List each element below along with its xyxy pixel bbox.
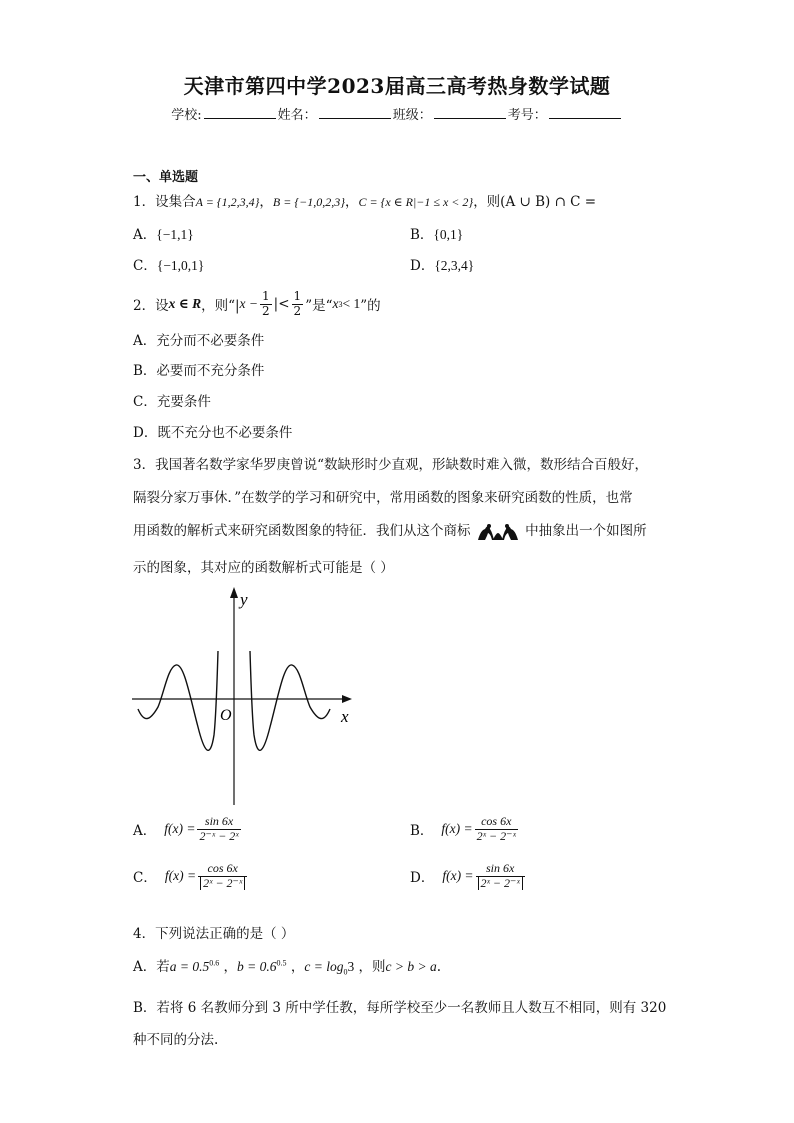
class-blank[interactable] <box>434 106 506 119</box>
student-info-row <box>0 104 794 123</box>
question-4-stem: 4．下列说法正确的是（ ） <box>133 926 295 942</box>
option-fraction <box>197 815 240 844</box>
name-label: 姓名： <box>277 108 317 123</box>
q2-then: ，则“| <box>201 298 240 315</box>
q3-line-2: 隔裂分家万事休．”在数学的学习和研究中，常用函数的图象来研究函数的性质，也常 <box>133 490 633 506</box>
q4-option-b-line-1[interactable]: B．若将 6 名教师分到 3 所中学任教，每所学校至少一名教师且人数互不相同，则有 320 <box>133 1000 667 1016</box>
q1-set-a: A = {1,2,3,4} <box>195 195 260 209</box>
option-fraction <box>198 862 247 891</box>
option-letter: A． <box>133 333 157 349</box>
q3-line-3b: 中抽象出一个如图所 <box>525 523 647 539</box>
option-lhs: f(x) = <box>164 868 197 884</box>
option-letter: B． <box>133 363 157 379</box>
q1-comma: ， <box>259 194 273 210</box>
option-letter: C． <box>133 258 157 274</box>
option-text: {0,1} <box>433 227 464 242</box>
option-letter: A． <box>133 227 157 243</box>
exam-no-label: 考号： <box>507 108 547 123</box>
q3-line-1: 3．我国著名数学家华罗庚曾说“数缺形时少直观，形缺数时难入微，数形结合百般好， <box>133 457 648 473</box>
option-text: 必要而不充分条件 <box>156 363 265 379</box>
q2-option-c[interactable] <box>133 390 211 410</box>
class-label: 班级： <box>392 108 432 123</box>
origin-label: O <box>220 707 232 724</box>
option-text: {−1,1} <box>156 227 194 242</box>
option-fraction <box>475 815 518 844</box>
q1-comma: ， <box>345 194 359 210</box>
q1-prefix: 1．设集合 <box>133 194 196 210</box>
section-heading: 一、单选题 <box>133 170 199 185</box>
fraction-denominator: 2 <box>293 303 302 318</box>
q4-option-b-line-2: 种不同的分法. <box>133 1032 219 1048</box>
q4-b-expr: b = 0.6 <box>237 959 277 974</box>
q3-option-c[interactable] <box>133 862 249 891</box>
q4-b-exp: 0.5 <box>276 958 287 968</box>
school-blank[interactable] <box>204 106 276 119</box>
curve-left-branch <box>138 651 218 750</box>
q2-half-fraction <box>260 290 272 319</box>
option-letter: D． <box>410 870 435 887</box>
q2-less-than: |< <box>273 296 290 313</box>
page-title: 天津市第四中学2023届高三高考热身数学试题 <box>183 74 611 98</box>
x-axis-arrow-icon <box>342 695 352 703</box>
q1-option-d[interactable] <box>410 254 474 274</box>
q2-expr: x − <box>239 296 259 312</box>
option-text: 既不充分也不必要条件 <box>157 425 293 441</box>
y-axis-arrow-icon <box>230 587 238 598</box>
fraction-numerator: cos 6x <box>207 861 238 875</box>
q3-line-4: 示的图象，其对应的函数解析式可能是（ ） <box>133 560 394 576</box>
q4-order: c > b > a <box>385 959 437 974</box>
option-letter: B． <box>410 823 434 840</box>
q2-option-b[interactable] <box>133 359 264 379</box>
option-letter: A． <box>133 823 157 840</box>
q1-option-b[interactable] <box>410 223 463 243</box>
fraction-denominator <box>476 876 525 891</box>
option-text: {−1,0,1} <box>156 258 205 273</box>
kappa-logo-icon <box>477 523 519 541</box>
q1-option-a[interactable] <box>133 223 194 243</box>
q3-line-3a: 用函数的解析式来研究函数图象的特征．我们从这个商标 <box>133 523 471 539</box>
absolute-value: 2ˣ − 2⁻ˣ <box>200 876 245 890</box>
q1-set-b: B = {−1,0,2,3} <box>272 195 346 209</box>
q2-prefix: 2．设 <box>133 298 169 315</box>
q1-tail: ，则(A ∪ B) ∩ C = <box>473 194 597 210</box>
q2-condition-var: x ∈ R <box>168 296 202 312</box>
q4-a-exp: 0.6 <box>209 958 220 968</box>
q4-c-base: 0 <box>343 967 348 977</box>
fraction-denominator: 2 <box>262 303 270 318</box>
school-label: 学校: <box>171 108 202 123</box>
q1-option-c[interactable] <box>133 254 204 274</box>
option-text: 充要条件 <box>156 394 211 410</box>
question-2-stem <box>133 290 381 319</box>
option-letter: C． <box>133 870 157 887</box>
q2-option-d[interactable] <box>133 421 292 441</box>
q1-set-c: C = {x ∈ R|−1 ≤ x < 2} <box>358 195 474 209</box>
q3-option-d[interactable] <box>410 862 527 891</box>
q4-c-expr: c = log <box>304 959 344 974</box>
q2-is: ”是“ <box>305 298 333 315</box>
option-letter: C． <box>133 394 157 410</box>
option-lhs: f(x) = <box>442 868 474 884</box>
q2-end: ”的 <box>360 298 381 315</box>
q2-cube-exp: 3 <box>338 299 343 309</box>
fraction-denominator: 2⁻ˣ − 2ˣ <box>199 828 239 843</box>
q2-option-a[interactable] <box>133 329 264 349</box>
option-text: {2,3,4} <box>434 258 475 273</box>
function-graph <box>128 585 360 810</box>
q3-option-b[interactable] <box>410 815 520 844</box>
option-then: ，则 <box>358 959 386 975</box>
q3-option-a[interactable] <box>133 815 243 844</box>
option-prefix: A．若 <box>133 959 170 975</box>
q2-cube-tail: < 1 <box>342 296 361 312</box>
option-letter: D． <box>133 425 158 441</box>
q4-option-a[interactable]: A．若$a = 0.5^{0.6}$ ，$b = 0.6^{0.5}$ ，$c = \log_03$ ，则c > b > a. <box>133 958 442 977</box>
q2-cube-base: x <box>332 296 339 312</box>
question-1-stem <box>133 190 596 210</box>
option-fraction <box>476 862 525 891</box>
absolute-value: 2ˣ − 2⁻ˣ <box>478 876 523 890</box>
option-lhs: f(x) = <box>441 821 473 837</box>
fraction-numerator: sin 6x <box>485 861 515 875</box>
y-axis-label: y <box>240 590 248 609</box>
fraction-denominator: 2ˣ − 2⁻ˣ <box>476 828 516 843</box>
fraction-denominator <box>198 876 247 891</box>
x-axis-label: x <box>341 707 349 726</box>
exam-no-blank[interactable] <box>549 106 621 119</box>
q4-c-arg: 3 <box>347 959 355 974</box>
q4-a-expr: a = 0.5 <box>169 959 210 974</box>
name-blank[interactable] <box>319 106 391 119</box>
option-letter: D． <box>410 258 435 274</box>
option-text: 充分而不必要条件 <box>156 333 265 349</box>
curve-right-branch <box>250 651 330 750</box>
q2-half-fraction <box>292 290 304 319</box>
fraction-numerator: 1 <box>262 289 270 303</box>
q3-line-3 <box>133 519 647 541</box>
option-lhs: f(x) = <box>164 821 196 837</box>
fraction-numerator: sin 6x <box>204 814 234 828</box>
option-letter: B． <box>410 227 434 243</box>
fraction-numerator: 1 <box>293 289 302 303</box>
fraction-numerator: cos 6x <box>481 814 512 828</box>
